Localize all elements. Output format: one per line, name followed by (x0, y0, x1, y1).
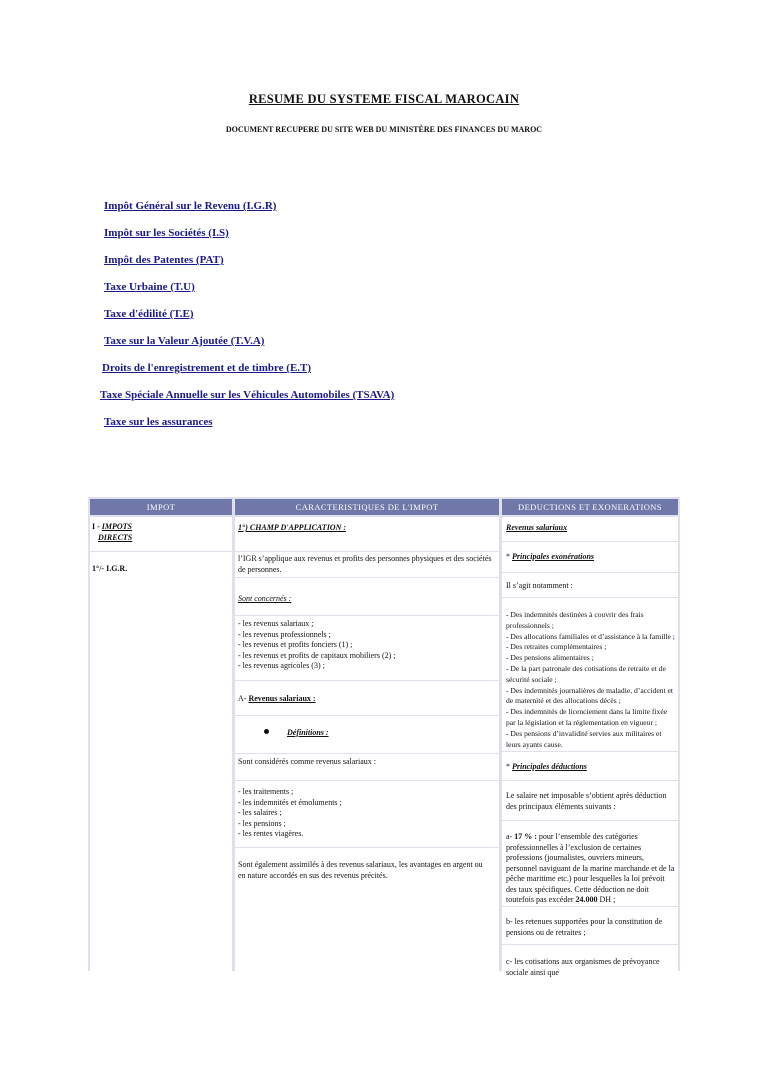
impot-column (90, 517, 232, 971)
row-divider (235, 847, 499, 848)
list-item: - De la part patronale des cotisations de retraite et de sécurité sociale ; (506, 663, 666, 684)
exonerations-list (506, 610, 676, 750)
igr-scope-text: l’IGR s’applique aux revenus et profits des personnes physiques et des sociétés de personnes. (238, 554, 492, 574)
document-title: RESUME DU SYSTEME FISCAL MAROCAIN (248, 92, 520, 106)
deduction-b-text: b- les retenues supportées pour la constitution de pensions ou de retraites ; (506, 917, 663, 937)
list-item: - les revenus salariaux ; (238, 619, 314, 628)
list-item: - Des retraites complémentaires ; (506, 642, 607, 652)
deductions-heading (506, 762, 587, 773)
a-prefix: A- (238, 694, 249, 703)
exonerations-heading (506, 552, 594, 563)
header-impot: IMPOT (90, 499, 232, 515)
impots-directs-cell (92, 522, 148, 543)
deduction-a-body: pour l’ensemble des catégories professionnelles à l’exclusion de certaines professions (journalistes, ouvriers mineurs, personnel naviguant de la marine marchande et de la pêche maritime etc.) pour lesquelles la loi prévoit des taux spécifiques. Cette déduction ne doit toutefois pas excéder (506, 832, 675, 904)
directs-label: DIRECTS (98, 532, 133, 542)
link-pat[interactable]: Impôt des Patentes (PAT) (104, 254, 224, 266)
bullet-icon (264, 729, 269, 734)
assimilated-text: Sont également assimilés à des revenus salariaux, les avantages en argent ou en nature accordés en sus des revenus précités. (238, 860, 483, 880)
row-divider (235, 780, 499, 781)
list-item: - les rentes viagères. (238, 829, 304, 838)
considered-text: Sont considérés comme revenus salariaux : (238, 757, 376, 766)
list-item: - les indemnités et émoluments ; (238, 797, 342, 807)
champ-application-heading (238, 523, 346, 534)
row-divider (235, 551, 499, 552)
link-tsava[interactable]: Taxe Spéciale Annuelle sur les Véhicules Automobiles (TSAVA) (100, 389, 395, 401)
revenus-salariaux-title: Revenus salariaux : (248, 694, 316, 703)
list-item: - Des pensions alimentaires ; (506, 653, 594, 663)
champ-application-text: 1°) CHAMP D'APPLICATION : (238, 523, 347, 532)
list-item: - Des pensions d’invalidité servies aux militaires et leurs ayants cause. (506, 728, 662, 749)
list-item: - les revenus professionnels ; (238, 629, 331, 639)
link-assurances[interactable]: Taxe sur les assurances (104, 416, 213, 428)
row-divider (502, 906, 678, 907)
link-is[interactable]: Impôt sur les Sociétés (I.S) (104, 227, 229, 239)
deduction-a-text (506, 832, 676, 906)
link-tva[interactable]: Taxe sur la Valeur Ajoutée (T.V.A) (104, 335, 265, 347)
impots-label: IMPOTS (101, 522, 133, 531)
deductions-column (502, 517, 678, 977)
list-item: - Des indemnités destinées à couvrir des frais professionnels ; (506, 610, 644, 630)
deduction-c-text: c- les cotisations aux organismes de prévoyance sociale ainsi que (506, 957, 660, 977)
row-divider (502, 944, 678, 945)
list-item: - les traitements ; (238, 787, 294, 796)
salary-types-list (238, 787, 496, 840)
list-item: - Des indemnités journalières de maladie, d’accident et de maternité et des allocations décès ; (506, 685, 673, 706)
list-item: - les revenus et profits de capitaux mobiliers (2) ; (238, 650, 396, 660)
star-marker: * (506, 762, 512, 771)
list-item: - les salaires ; (238, 808, 282, 817)
document-subtitle: DOCUMENT RECUPERE DU SITE WEB DU MINISTÈRE DES FINANCES DU MAROC (225, 125, 543, 134)
row-divider (502, 751, 678, 752)
link-et[interactable]: Droits de l'enregistrement et de timbre (E.T) (102, 362, 312, 374)
caracteristiques-column (235, 517, 499, 971)
list-item: - les pensions ; (238, 818, 286, 828)
revenus-list (238, 619, 496, 672)
link-igr[interactable]: Impôt Général sur le Revenu (I.G.R) (104, 200, 277, 212)
star-marker: * (506, 552, 512, 561)
definitions-label: Définitions : (287, 728, 329, 737)
row-divider (90, 551, 232, 552)
row-divider (502, 541, 678, 542)
row-divider (502, 780, 678, 781)
row-divider (235, 577, 499, 578)
row-divider (235, 715, 499, 716)
link-te[interactable]: Taxe d'édilité (T.E) (104, 308, 194, 320)
list-item: - Des indemnités de licenciement dans la limite fixée par la législation et la réglementation en vigueur ; (506, 707, 668, 727)
header-deductions: DEDUCTIONS ET EXONERATIONS (502, 499, 678, 515)
revenus-salariaux-heading (238, 694, 316, 705)
exonerations-title: Principales exonérations (512, 552, 595, 561)
row-divider (502, 820, 678, 821)
deduction-rate: 17 % : (514, 832, 537, 841)
a-prefix: a- (506, 832, 515, 841)
sont-concernes-label: Sont concernés : (238, 594, 292, 603)
deduction-a-end: DH ; (597, 895, 616, 904)
deductions-title: Principales déductions (512, 762, 587, 771)
row-divider (235, 753, 499, 754)
impots-prefix: I - (92, 522, 102, 531)
link-tu[interactable]: Taxe Urbaine (T.U) (104, 281, 195, 293)
revenus-salariaux-label: Revenus salariaux (506, 523, 568, 532)
igr-label: 1°/- I.G.R. (92, 564, 128, 573)
list-item: - les revenus et profits fonciers (1) ; (238, 640, 353, 649)
row-divider (235, 615, 499, 616)
il-sagit-text: Il s’agit notamment : (506, 581, 573, 590)
row-divider (235, 680, 499, 681)
deduction-cap-amount: 24.000 (575, 895, 598, 904)
row-divider (502, 572, 678, 573)
list-item: - Des allocations familiales et d’assistance à la famille ; (506, 631, 675, 641)
tax-link-list (100, 199, 395, 442)
list-item: - les revenus agricoles (3) ; (238, 661, 325, 670)
header-caracteristiques: CARACTERISTIQUES DE L'IMPOT (235, 499, 499, 515)
net-salary-text: Le salaire net imposable s’obtient après déduction des principaux éléments suivants : (506, 791, 667, 811)
tax-table (88, 497, 680, 977)
row-divider (502, 597, 678, 598)
